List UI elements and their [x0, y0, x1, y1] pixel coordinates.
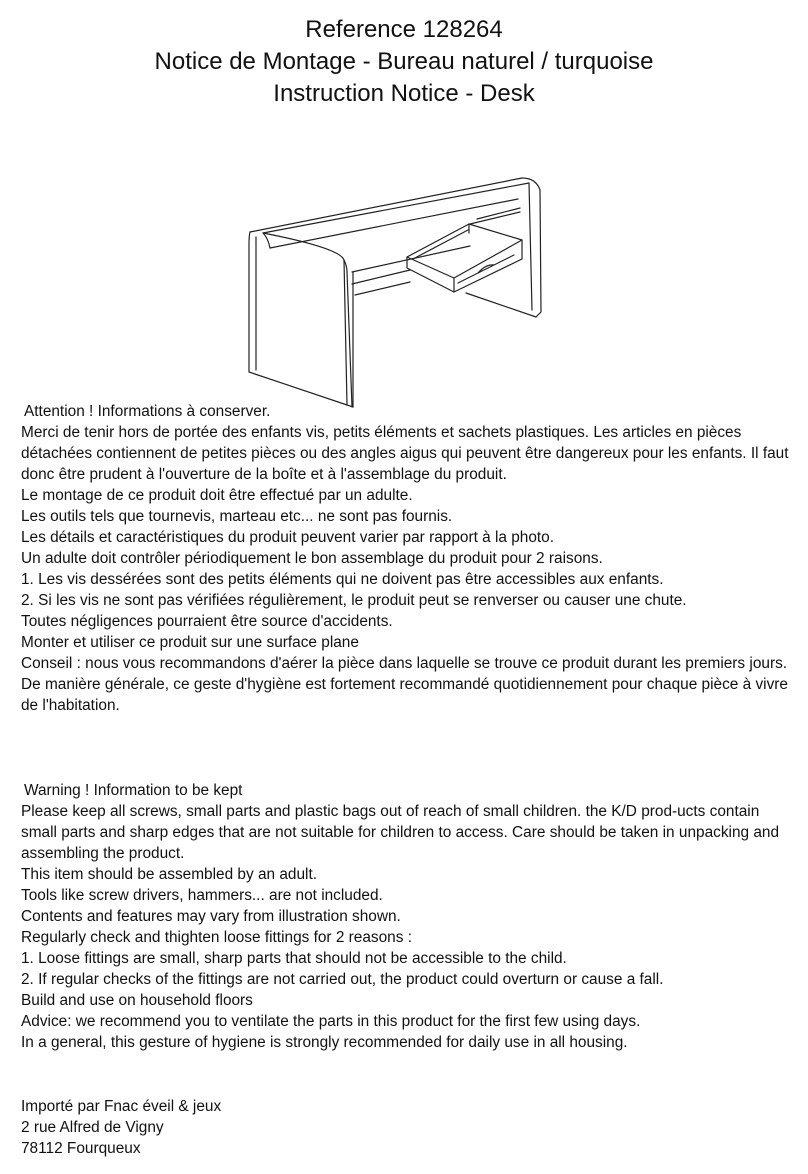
reference-number: Reference 128264 — [305, 16, 503, 43]
desk-with-drawer-icon — [240, 176, 550, 408]
importer-street: 2 rue Alfred de Vigny — [21, 1119, 164, 1136]
importer-address — [21, 1096, 793, 1159]
english-paragraph: 2. If regular checks of the fittings are not carried out, the product could overturn or cause a fall. — [21, 971, 664, 988]
title-french: Notice de Montage - Bureau naturel / turquoise — [154, 48, 654, 75]
english-heading: Warning ! Information to be kept — [24, 782, 243, 799]
french-paragraph: 2. Si les vis ne sont pas vérifiées régulièrement, le produit peut se renverser ou causer une chute. — [21, 592, 687, 609]
document-header — [0, 14, 808, 110]
english-paragraph: Contents and features may vary from illustration shown. — [21, 908, 401, 925]
english-paragraph: In a general, this gesture of hygiene is strongly recommended for daily use in all housing. — [21, 1034, 628, 1051]
english-paragraph: Advice: we recommend you to ventilate the parts in this product for the first few using days. — [21, 1013, 641, 1030]
english-paragraph: Tools like screw drivers, hammers... are not included. — [21, 887, 383, 904]
french-paragraph: Conseil : nous vous recommandons d'aérer la pièce dans laquelle se trouve ce produit durant les premiers jours. — [21, 655, 788, 672]
french-paragraph: Toutes négligences pourraient être source d'accidents. — [21, 613, 393, 630]
english-paragraph: Regularly check and thighten loose fittings for 2 reasons : — [21, 929, 412, 946]
french-paragraph: Un adulte doit contrôler périodiquement le bon assemblage du produit pour 2 raisons. — [21, 550, 603, 567]
title-english: Instruction Notice - Desk — [273, 80, 535, 107]
english-paragraph: 1. Loose fittings are small, sharp parts that should not be accessible to the child. — [21, 950, 567, 967]
english-paragraph: Build and use on household floors — [21, 992, 253, 1009]
english-paragraph: Please keep all screws, small parts and plastic bags out of reach of small children. the K/D prod-ucts contain small parts and sharp edges that are not suitable for children to access. Care should be taken in unpacking and assembling the product. — [21, 803, 780, 862]
french-paragraph: Les détails et caractéristiques du produit peuvent varier par rapport à la photo. — [21, 529, 554, 546]
english-paragraph: This item should be assembled by an adult. — [21, 866, 318, 883]
french-paragraph: De manière générale, ce geste d'hygiène est fortement recommandé quotidiennement pour chaque pièce à vivre de l'habitation. — [21, 676, 788, 714]
french-heading: Attention ! Informations à conserver. — [24, 403, 271, 420]
french-paragraph: 1. Les vis dessérées sont des petits éléments qui ne doivent pas être accessibles aux enfants. — [21, 571, 664, 588]
french-paragraph: Le montage de ce produit doit être effectué par un adulte. — [21, 487, 413, 504]
importer-city: 78112 Fourqueux — [21, 1140, 141, 1157]
french-paragraph: Monter et utiliser ce produit sur une surface plane — [21, 634, 359, 651]
importer-name: Importé par Fnac éveil & jeux — [21, 1098, 222, 1115]
french-paragraph: Merci de tenir hors de portée des enfants vis, petits éléments et sachets plastiques. Les articles en pièces détachées contiennent de petites pièces ou des angles aigus qui peuvent être dangereux pour les enfants. Il faut donc être prudent à l'ouverture de la boîte et à l'assemblage du produit. — [21, 424, 789, 483]
english-notice-section — [21, 780, 793, 1053]
french-notice-section — [21, 401, 793, 716]
french-paragraph: Les outils tels que tournevis, marteau etc... ne sont pas fournis. — [21, 508, 453, 525]
